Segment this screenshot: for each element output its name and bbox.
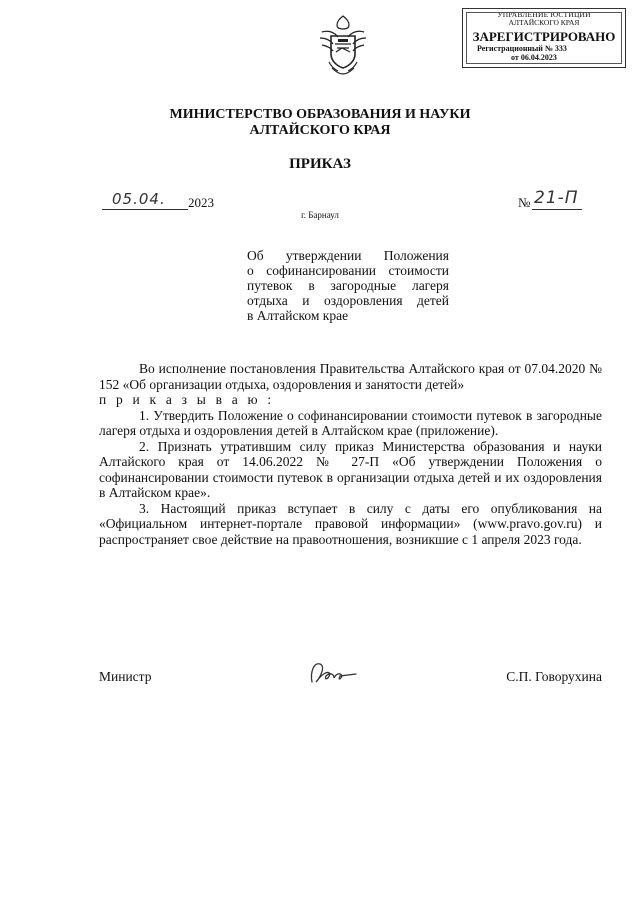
date-underline	[102, 209, 188, 210]
signatory-title: Министр	[99, 669, 152, 684]
subject-line: в Алтайском крае	[247, 308, 349, 323]
stamp-reg-number: Регистрационный № 333	[477, 44, 567, 54]
order-body	[99, 361, 602, 547]
handwritten-order-number: 21-П	[534, 188, 579, 208]
subject-line: отдыха и оздоровления детей	[247, 293, 449, 308]
number-underline	[532, 209, 582, 210]
subject-line: о софинансировании стоимости	[247, 263, 449, 278]
ministry-heading	[140, 107, 500, 139]
preamble-paragraph: Во исполнение постановления Правительства Алтайского края от 07.04.2020 № 152 «Об организации отдыха, оздоровления и занятости детей»	[99, 361, 602, 392]
handwritten-date: 05.04.	[112, 190, 166, 208]
document-type-title: ПРИКАЗ	[289, 156, 351, 172]
coat-of-arms-emblem	[314, 12, 372, 78]
city-label: г. Барнаул	[301, 210, 339, 220]
stamp-authority-line1: УПРАВЛЕНИЕ ЮСТИЦИИ	[497, 10, 591, 19]
number-sign: №	[518, 195, 531, 210]
item-2-paragraph: 2. Признать утратившим силу приказ Министерства образования и науки Алтайского края от 14.06.2022 № 27-П «Об утверждении Положения о софинансировании стоимости путевок в организации отдыха детей и их оздоровления в Алтайском крае».	[99, 438, 602, 500]
stamp-reg-date: от 06.04.2023	[511, 52, 557, 62]
registration-stamp	[462, 8, 626, 68]
order-word: п р и к а з ы в а ю :	[99, 392, 275, 407]
item-3-paragraph: 3. Настоящий приказ вступает в силу с даты его опубликования на «Официальном интернет-портале правовой информации» (www.pravo.gov.ru) и распространяет свое действие на правоотношения, возникшие с 1 апреля 2023 года.	[99, 500, 602, 547]
subject-line: Об утверждении Положения	[247, 248, 449, 263]
handwritten-signature	[306, 658, 360, 688]
stamp-status: ЗАРЕГИСТРИРОВАНО	[472, 28, 616, 44]
order-subject	[247, 248, 449, 323]
date-year: 2023	[188, 195, 214, 210]
stamp-authority-line2: АЛТАЙСКОГО КРАЯ	[508, 17, 580, 27]
ministry-line2: АЛТАЙСКОГО КРАЯ	[249, 123, 391, 138]
stamp-inner-border	[466, 12, 622, 64]
subject-line: путевок в загородные лагеря	[247, 278, 449, 293]
item-1-paragraph: 1. Утвердить Положение о софинансировании стоимости путевок в загородные лагеря отдыха и оздоровления детей в Алтайском крае (приложение).	[99, 407, 602, 438]
signatory-name: С.П. Говорухина	[506, 669, 602, 684]
ministry-line1: МИНИСТЕРСТВО ОБРАЗОВАНИЯ И НАУКИ	[169, 107, 471, 122]
